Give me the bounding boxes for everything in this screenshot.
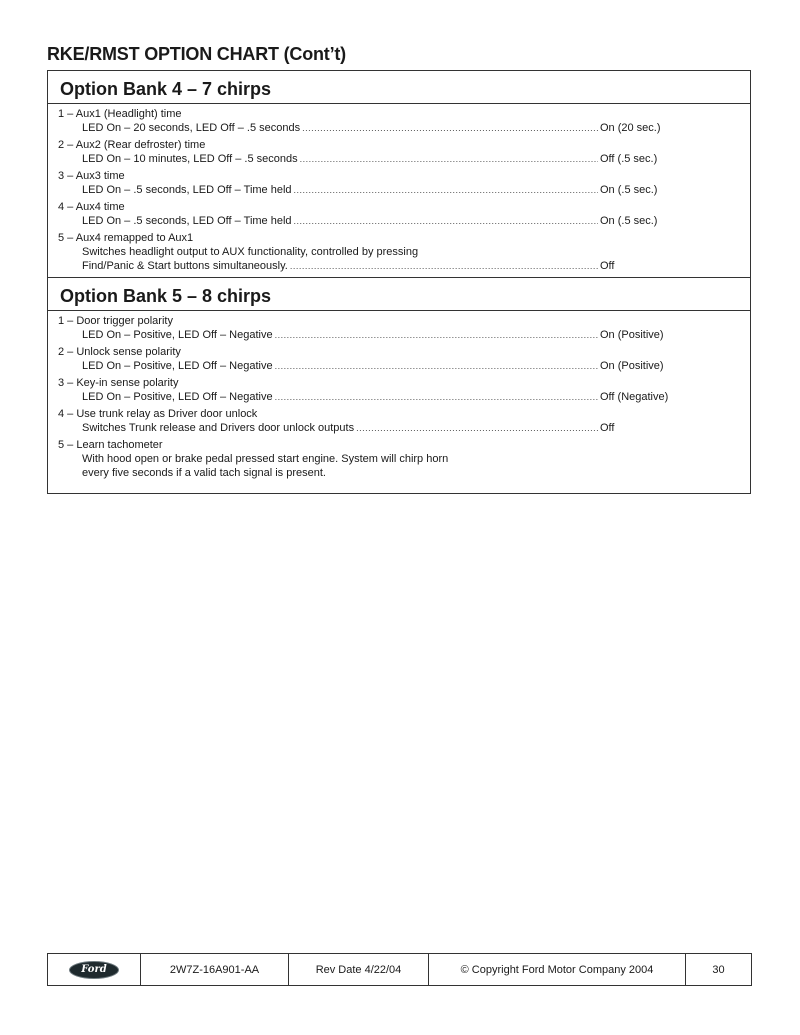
option-default-value: Off — [600, 260, 615, 272]
dot-leader — [300, 152, 598, 166]
dot-leader — [290, 259, 598, 273]
option-item — [58, 314, 750, 342]
option-description: LED On – .5 seconds, LED Off – Time held — [82, 184, 292, 196]
option-setting — [58, 183, 750, 197]
dot-leader — [275, 328, 598, 342]
footer-logo-cell — [48, 954, 141, 985]
option-default-value: On (.5 sec.) — [600, 184, 658, 196]
dot-leader — [275, 359, 598, 373]
option-default-value: On (Positive) — [600, 360, 664, 372]
option-default-value: Off (Negative) — [600, 391, 669, 403]
option-default-value: Off — [600, 422, 615, 434]
option-item — [58, 345, 750, 373]
option-description: LED On – Positive, LED Off – Negative — [82, 360, 273, 372]
option-description: Switches Trunk release and Drivers door unlock outputs — [82, 422, 355, 434]
option-title: 2 – Aux2 (Rear defroster) time — [58, 139, 206, 151]
option-description: LED On – Positive, LED Off – Negative — [82, 329, 273, 341]
option-setting — [58, 214, 750, 228]
dot-leader — [294, 214, 598, 228]
option-item — [58, 438, 750, 480]
option-item — [58, 169, 750, 197]
option-title: 3 – Aux3 time — [58, 170, 125, 182]
option-default-value: On (.5 sec.) — [600, 215, 658, 227]
bank-options — [48, 311, 750, 480]
option-default-value: On (Positive) — [600, 329, 664, 341]
option-chart — [47, 70, 751, 494]
option-setting — [58, 259, 750, 273]
ford-logo-icon: Ford — [69, 961, 119, 979]
option-title: 4 – Aux4 time — [58, 201, 125, 213]
page-title: RKE/RMST OPTION CHART (Cont’t) — [47, 44, 346, 64]
option-item — [58, 407, 750, 435]
option-note: With hood open or brake pedal pressed start engine. System will chirp horn — [82, 453, 449, 465]
option-title: 1 – Aux1 (Headlight) time — [58, 108, 182, 120]
option-title: 4 – Use trunk relay as Driver door unlock — [58, 408, 258, 420]
option-item — [58, 138, 750, 166]
option-setting — [58, 390, 750, 404]
option-note: Switches headlight output to AUX functionality, controlled by pressing — [82, 246, 419, 258]
option-setting — [58, 359, 750, 373]
option-item — [58, 231, 750, 273]
option-item — [58, 200, 750, 228]
option-title: 2 – Unlock sense polarity — [58, 346, 181, 358]
option-description: Find/Panic & Start buttons simultaneously. — [82, 260, 288, 272]
dot-leader — [275, 390, 598, 404]
option-default-value: Off (.5 sec.) — [600, 153, 658, 165]
dot-leader — [302, 121, 598, 135]
option-description: LED On – 20 seconds, LED Off – .5 seconds — [82, 122, 301, 134]
option-setting — [58, 121, 750, 135]
copyright: © Copyright Ford Motor Company 2004 — [429, 954, 686, 985]
option-item — [58, 107, 750, 135]
option-setting — [58, 421, 750, 435]
option-description: LED On – Positive, LED Off – Negative — [82, 391, 273, 403]
option-title: 1 – Door trigger polarity — [58, 315, 173, 327]
page-footer — [47, 953, 752, 986]
option-item — [58, 376, 750, 404]
option-title: 5 – Learn tachometer — [58, 439, 163, 451]
dot-leader — [294, 183, 598, 197]
option-default-value: On (20 sec.) — [600, 122, 661, 134]
bank-header: Option Bank 4 – 7 chirps — [48, 71, 750, 104]
option-description: LED On – 10 minutes, LED Off – .5 seconds — [82, 153, 298, 165]
option-title: 3 – Key-in sense polarity — [58, 377, 179, 389]
option-title: 5 – Aux4 remapped to Aux1 — [58, 232, 194, 244]
option-description: LED On – .5 seconds, LED Off – Time held — [82, 215, 292, 227]
option-note: every five seconds if a valid tach signal is present. — [82, 467, 326, 479]
revision-date: Rev Date 4/22/04 — [289, 954, 429, 985]
option-setting — [58, 152, 750, 166]
bank-header: Option Bank 5 – 8 chirps — [48, 277, 750, 311]
bank-options — [48, 104, 750, 273]
part-number: 2W7Z-16A901-AA — [141, 954, 289, 985]
option-setting — [58, 328, 750, 342]
dot-leader — [356, 421, 598, 435]
page-number: 30 — [712, 963, 725, 976]
